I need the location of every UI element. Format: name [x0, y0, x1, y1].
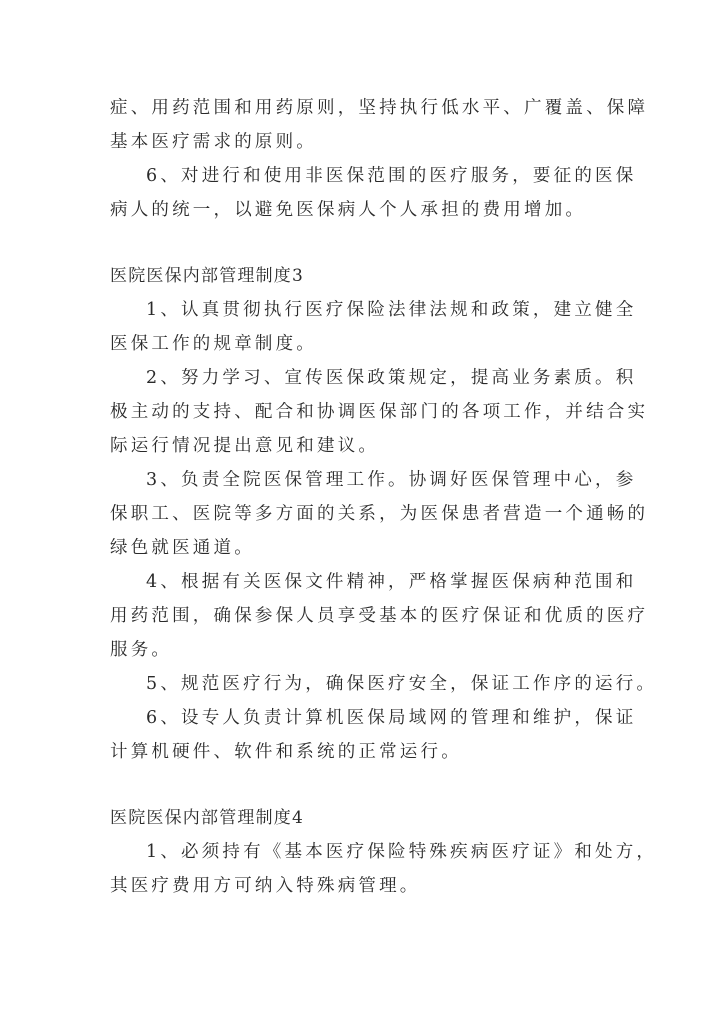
section-heading: 医院医保内部管理制度3: [110, 266, 305, 286]
paragraph-line: 2、努力学习、宣传医保政策规定，提高业务素质。积: [146, 368, 637, 388]
paragraph-line: 绿色就医通道。: [110, 538, 255, 558]
paragraph-line: 医保工作的规章制度。: [110, 334, 317, 354]
paragraph-line: 1、必须持有《基本医疗保险特殊疾病医疗证》和处方，: [146, 842, 658, 862]
section-heading: 医院医保内部管理制度4: [110, 808, 305, 828]
paragraph-line: 4、根据有关医保文件精神，严格掌握医保病种范围和: [146, 572, 637, 592]
paragraph-line: 病人的统一，以避免医保病人个人承担的费用增加。: [110, 200, 587, 220]
paragraph-line: 症、用药范围和用药原则，坚持执行低水平、广覆盖、保障: [110, 98, 649, 118]
paragraph-line: 基本医疗需求的原则。: [110, 132, 317, 152]
paragraph-line: 3、负责全院医保管理工作。协调好医保管理中心，参: [146, 470, 637, 490]
paragraph-line: 6、对进行和使用非医保范围的医疗服务，要征的医保: [146, 166, 637, 186]
paragraph-line: 保职工、医院等多方面的关系，为医保患者营造一个通畅的: [110, 504, 649, 524]
paragraph-line: 服务。: [110, 640, 173, 660]
paragraph-line: 5、规范医疗行为，确保医疗安全，保证工作序的运行。: [146, 674, 658, 694]
paragraph-line: 用药范围，确保参保人员享受基本的医疗保证和优质的医疗: [110, 606, 649, 626]
paragraph-line: 其医疗费用方可纳入特殊病管理。: [110, 876, 421, 896]
paragraph-line: 1、认真贯彻执行医疗保险法律法规和政策，建立健全: [146, 300, 637, 320]
paragraph-line: 6、设专人负责计算机医保局域网的管理和维护，保证: [146, 708, 637, 728]
paragraph-line: 际运行情况提出意见和建议。: [110, 436, 380, 456]
paragraph-line: 计算机硬件、软件和系统的正常运行。: [110, 742, 462, 762]
paragraph-line: 极主动的支持、配合和协调医保部门的各项工作，并结合实: [110, 402, 649, 422]
